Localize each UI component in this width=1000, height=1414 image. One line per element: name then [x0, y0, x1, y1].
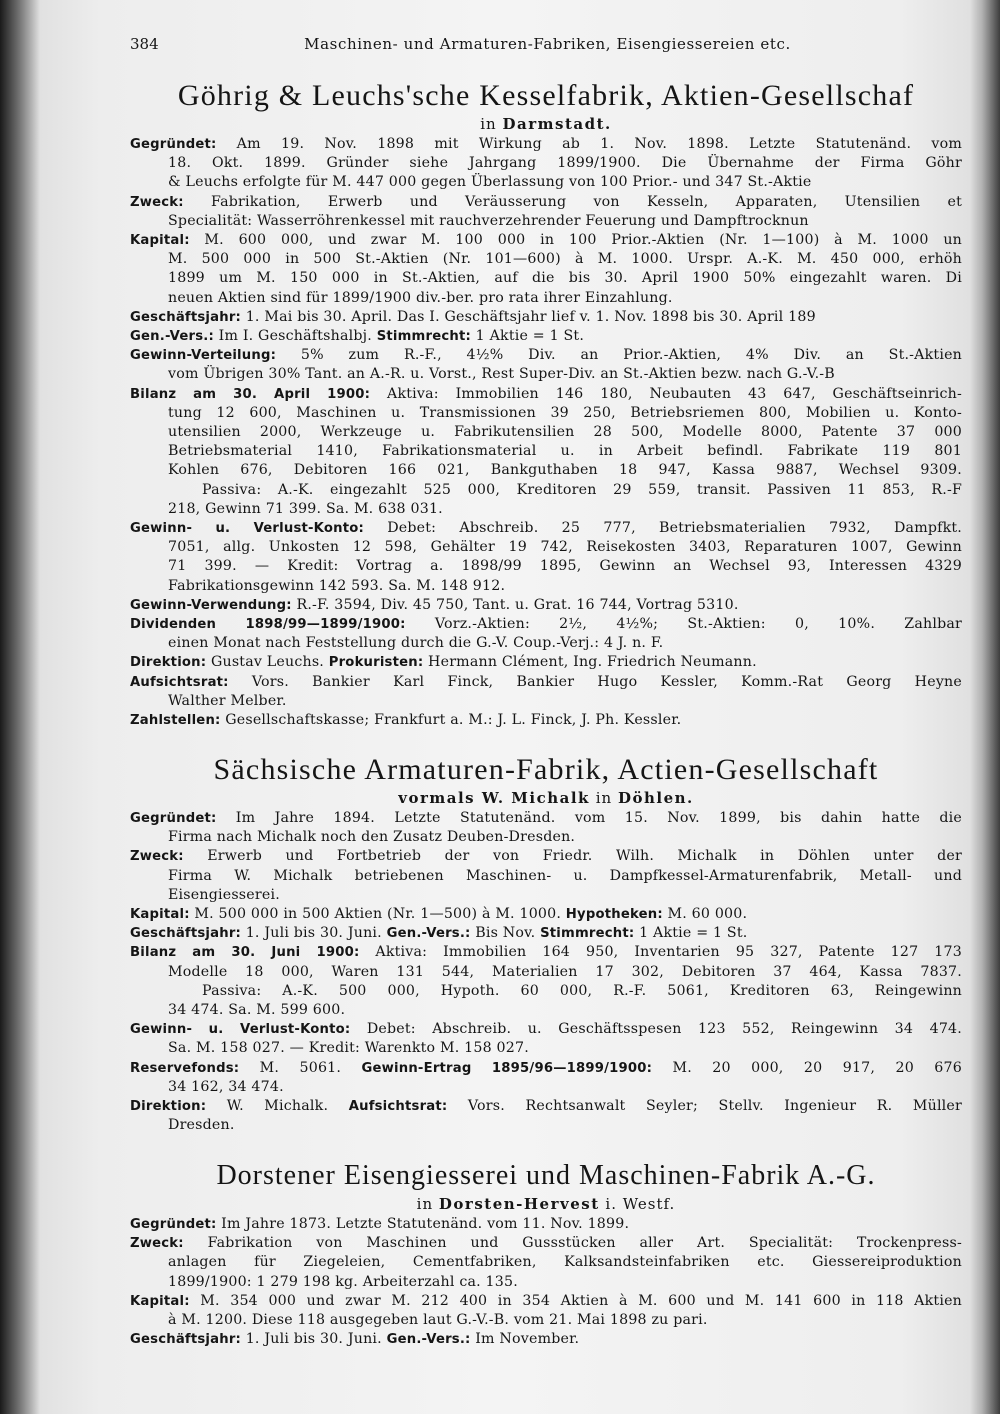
entry-line: [130, 963, 962, 982]
field-label: Dividenden 1898/99—1899/1900:: [130, 617, 406, 633]
entry-line: [130, 653, 962, 672]
field-text: Im Jahre 1873. Letzte Statutenänd. vom 11. Nov. 1899.: [216, 1216, 630, 1232]
entry-line: [130, 173, 962, 192]
entry-line: [130, 269, 962, 288]
entry-line: [130, 847, 962, 866]
field-label: Gewinn-Verwendung:: [130, 597, 292, 613]
field-label: Gewinn- u. Verlust-Konto:: [130, 521, 364, 537]
company-title: Sächsische Armaturen-Fabrik, Actien-Gesellschaft: [213, 753, 879, 786]
entry-line: [130, 481, 962, 500]
entry-line: [130, 828, 962, 847]
entry-line: [130, 596, 962, 615]
entry-line: [130, 1059, 962, 1078]
field-text: 5% zum R.-F., 4½% Div. an Prior.-Aktien, 4% Div. an St.-Aktien: [276, 347, 962, 364]
location-prefix: in: [595, 789, 613, 807]
entry-line: [130, 500, 962, 519]
entry-line: [130, 1097, 962, 1116]
field-label: Geschäftsjahr:: [130, 926, 241, 942]
entry-line: [130, 1234, 962, 1253]
field-text: Specialität: Wasserröhrenkessel mit rauchverzehrender Feuerung und Dampftrocknun: [168, 212, 809, 229]
field-text: Vors. Bankier Karl Finck, Bankier Hugo Kessler, Komm.-Rat Georg Heyne: [228, 673, 962, 690]
field-label: Hypotheken:: [565, 907, 663, 923]
field-label: Gegründet:: [130, 1217, 217, 1232]
field-label: Gegründet:: [130, 137, 217, 152]
field-label: Zweck:: [130, 849, 184, 865]
field-label: Direktion:: [130, 1099, 207, 1115]
entry-line: [130, 308, 962, 327]
field-text: M. 500 000 in 500 Aktien (Nr. 1—500) à M. 1000.: [189, 906, 566, 923]
field-label: Gewinn-Ertrag 1895/96—1899/1900:: [361, 1060, 653, 1076]
field-label: Bilanz am 30. April 1900:: [130, 386, 371, 402]
company-entry-dorstener: [130, 1158, 962, 1349]
field-text: Im November.: [470, 1331, 580, 1348]
entry-line: [130, 289, 962, 308]
entry-body: [130, 809, 962, 1135]
running-title: Maschinen- und Armaturen-Fabriken, Eisengiessereien etc.: [304, 35, 791, 53]
field-label: Direktion:: [130, 655, 207, 671]
field-text: Dresden.: [168, 1117, 235, 1134]
field-text: Betriebsmaterial 1410, Fabrikationsmaterial u. in Arbeit befindl. Fabrikate 119 801: [168, 443, 962, 460]
field-text: 18. Okt. 1899. Gründer siehe Jahrgang 1899/1900. Die Übernahme der Firma Göhr: [168, 155, 962, 172]
field-text: 1899/1900: 1 279 198 kg. Arbeiterzahl ca. 135.: [168, 1273, 518, 1290]
entry-line: [130, 250, 962, 269]
field-text: Eisengiesserei.: [168, 886, 280, 903]
field-text: anlagen für Ziegeleien, Cementfabriken, Kalksandsteinfabriken etc. Giessereiproduktion: [168, 1254, 962, 1271]
field-text: Vorz.-Aktien: 2½, 4½%; St.-Aktien: 0, 10%. Zahlbar: [405, 616, 962, 633]
field-text: Passiva: A.-K. 500 000, Hypoth. 60 000, R.-F. 5061, Kreditoren 63, Reingewinn: [202, 982, 962, 999]
field-text: 34 474. Sa. M. 599 600.: [168, 1002, 346, 1019]
field-text: R.-F. 3594, Div. 45 750, Tant. u. Grat. 16 744, Vortrag 5310.: [291, 596, 739, 613]
entry-line: [130, 442, 962, 461]
entry-line: [130, 577, 962, 596]
entry-line: [130, 924, 962, 943]
field-text: Bis Nov.: [470, 925, 541, 942]
field-label: Geschäftsjahr:: [130, 1332, 241, 1348]
entry-line: [130, 615, 962, 634]
entry-line: [130, 634, 962, 653]
location-prefix: in: [480, 115, 497, 133]
entry-line: [130, 1001, 962, 1020]
entry-line: [130, 711, 962, 730]
field-text: Sa. M. 158 027. — Kredit: Warenkto M. 158 027.: [168, 1040, 529, 1057]
field-label: Stimmrecht:: [540, 926, 635, 942]
field-text: 7051, allg. Unkosten 12 598, Gehälter 19 742, Reisekosten 3403, Reparaturen 1007, Gewinn: [168, 539, 962, 556]
field-text: Am 19. Nov. 1898 mit Wirkung ab 1. Nov. 1898. Letzte Statutenänd. vom: [216, 136, 962, 152]
field-label: Gewinn-Verteilung:: [130, 348, 277, 364]
field-label: Gewinn- u. Verlust-Konto:: [130, 1022, 351, 1038]
page-number: 384: [130, 35, 159, 53]
field-label: Gegründet:: [130, 811, 217, 826]
field-text: M. 500 000 in 500 St.-Aktien (Nr. 101—600) à M. 1000. Urspr. A.-K. M. 450 000, erhöh: [168, 251, 962, 268]
entry-line: [130, 193, 962, 212]
entry-line: [130, 692, 962, 711]
former-name: vormals W. Michalk: [398, 789, 590, 807]
entry-line: [130, 809, 962, 828]
entry-line: [130, 385, 962, 404]
entry-line: [130, 538, 962, 557]
field-text: Walther Melber.: [168, 692, 287, 709]
field-text: 1. Juli bis 30. Juni.: [241, 1331, 387, 1348]
field-text: vom Übrigen 30% Tant. an A.-R. u. Vorst., Rest Super-Div. an St.-Aktien bezw. nach G.-V.-B: [168, 366, 835, 383]
entry-line: [130, 519, 962, 538]
location-city: Darmstadt.: [502, 115, 612, 133]
field-label: Kapital:: [130, 907, 190, 923]
entry-line: [130, 212, 962, 231]
field-label: Zweck:: [130, 1236, 184, 1252]
field-label: Stimmrecht:: [376, 329, 471, 345]
entry-line: [130, 1292, 962, 1311]
location-city: Döhlen.: [617, 789, 694, 807]
field-text: utensilien 2000, Werkzeuge u. Fabrikutensilien 28 500, Modelle 8000, Patente 37 000: [168, 424, 962, 441]
field-text: Aktiva: Immobilien 164 950, Inventarien 95 327, Patente 127 173: [359, 944, 962, 961]
entry-line: [130, 346, 962, 365]
entry-line: [130, 1215, 962, 1234]
field-text: neuen Aktien sind für 1899/1900 div.-ber. pro rata ihrer Einzahlung.: [168, 289, 673, 306]
binding-shadow-left: [0, 0, 40, 1414]
entry-line: [130, 1273, 962, 1292]
field-text: Kohlen 676, Debitoren 166 021, Bankguthaben 18 947, Kassa 9887, Wechsel 9309.: [168, 462, 962, 479]
entry-line: [130, 1116, 962, 1135]
entry-line: [130, 404, 962, 423]
field-text: Modelle 18 000, Waren 131 544, Materialien 17 302, Debitoren 37 464, Kassa 7837.: [168, 963, 962, 980]
entry-line: [130, 982, 962, 1001]
field-label: Aufsichtsrat:: [348, 1099, 448, 1115]
location-city: Dorsten-Hervest: [438, 1195, 600, 1213]
field-text: 1. Juli bis 30. Juni.: [241, 925, 387, 942]
field-label: Kapital:: [130, 233, 190, 249]
entry-line: [130, 231, 962, 250]
field-text: 1. Mai bis 30. April. Das I. Geschäftsjahr lief v. 1. Nov. 1898 bis 30. April 189: [241, 308, 816, 325]
entry-line: [130, 1253, 962, 1272]
field-text: 1 Aktie = 1 St.: [470, 328, 585, 345]
entry-line: [130, 135, 962, 154]
field-text: Fabrikationsgewinn 142 593. Sa. M. 148 912.: [168, 577, 506, 594]
field-text: 1 Aktie = 1 St.: [634, 925, 748, 942]
field-label: Gen.-Vers.:: [386, 926, 471, 942]
field-text: Fabrikation von Maschinen und Gussstücken aller Art. Specialität: Trockenpress-: [183, 1235, 962, 1252]
company-location: [130, 114, 962, 134]
field-label: Zweck:: [130, 194, 184, 210]
field-text: & Leuchs erfolgte für M. 447 000 gegen Überlassung von 100 Prior.- und 347 St.-Aktie: [168, 174, 812, 191]
field-label: Aufsichtsrat:: [130, 674, 229, 690]
field-text: Hermann Clément, Ing. Friedrich Neumann.: [423, 654, 757, 671]
entry-body: [130, 135, 962, 730]
field-text: M. 600 000, und zwar M. 100 000 in 100 Prior.-Aktien (Nr. 1—100) à M. 1000 un: [189, 232, 962, 249]
company-title: Göhrig & Leuchs'sche Kesselfabrik, Aktien-Gesellschaf: [177, 79, 915, 112]
field-text: 34 162, 34 474.: [168, 1078, 284, 1095]
field-text: Aktiva: Immobilien 146 180, Neubauten 43 647, Geschäftseinrich-: [370, 385, 962, 402]
field-label: Kapital:: [130, 1293, 190, 1309]
location-prefix: in: [416, 1195, 434, 1213]
field-label: Zahlstellen:: [130, 713, 221, 729]
company-entry-saechsische: [130, 752, 962, 1135]
field-label: Gen.-Vers.:: [386, 1332, 471, 1348]
field-text: Fabrikation, Erwerb und Veräusserung von Kesseln, Apparaten, Utensilien et: [183, 193, 962, 210]
entry-line: [130, 905, 962, 924]
field-text: Debet: Abschreib. 25 777, Betriebsmaterialien 7932, Dampfkt.: [363, 520, 962, 537]
field-text: 71 399. — Kredit: Vortrag a. 1898/99 1895, Gewinn an Wechsel 93, Interessen 4329: [168, 558, 962, 575]
field-text: Firma nach Michalk noch den Zusatz Deuben-Dresden.: [168, 829, 576, 846]
location-suffix: i. Westf.: [605, 1195, 676, 1213]
company-location: [130, 1194, 962, 1214]
page-edge-right: [970, 0, 1000, 1414]
entry-line: [130, 327, 962, 346]
entry-line: [130, 1311, 962, 1330]
field-label: Prokuristen:: [328, 655, 424, 671]
field-label: Bilanz am 30. Juni 1900:: [130, 945, 360, 961]
field-text: Im I. Geschäftshalbj.: [213, 328, 377, 345]
field-text: à M. 1200. Diese 118 ausgegeben laut G.-V.-B. vom 21. Mai 1898 zu pari.: [168, 1312, 708, 1329]
field-text: tung 12 600, Maschinen u. Transmissionen 39 250, Betriebsriemen 800, Mobilien u. Konto-: [168, 404, 962, 421]
field-text: Im Jahre 1894. Letzte Statutenänd. vom 15. Nov. 1899, bis dahin hatte die: [216, 810, 962, 826]
company-title: Dorstener Eisengiesserei und Maschinen-Fabrik A.-G.: [216, 1160, 876, 1191]
field-text: 1899 um M. 150 000 in St.-Aktien, auf die bis 30. April 1900 50% eingezahlt waren. Di: [168, 270, 962, 287]
field-text: M. 20 000, 20 917, 20 676: [652, 1059, 962, 1076]
entry-line: [130, 154, 962, 173]
field-text: M. 354 000 und zwar M. 212 400 in 354 Aktien à M. 600 und M. 141 600 in 118 Aktien: [189, 1292, 962, 1309]
field-text: Gesellschaftskasse; Frankfurt a. M.: J. L. Finck, J. Ph. Kessler.: [220, 712, 682, 729]
entry-line: [130, 365, 962, 384]
field-text: M. 5061.: [239, 1059, 362, 1076]
field-label: Geschäftsjahr:: [130, 309, 241, 325]
field-text: Erwerb und Fortbetrieb der von Friedr. Wilh. Michalk in Döhlen unter der: [183, 848, 962, 865]
field-label: Gen.-Vers.:: [130, 329, 214, 345]
entry-line: [130, 1330, 962, 1349]
company-location: [130, 788, 962, 808]
field-text: Passiva: A.-K. eingezahlt 525 000, Kreditoren 29 559, transit. Passiven 11 853, R.-F: [202, 481, 962, 498]
entry-line: [130, 1039, 962, 1058]
field-text: einen Monat nach Feststellung durch die G.-V. Coup.-Verj.: 4 J. n. F.: [168, 635, 664, 652]
entry-line: [130, 1078, 962, 1097]
field-text: Vors. Rechtsanwalt Seyler; Stellv. Ingenieur R. Müller: [447, 1098, 962, 1115]
field-text: M. 60 000.: [662, 906, 748, 923]
field-text: Firma W. Michalk betriebenen Maschinen- u. Dampfkessel-Armaturenfabrik, Metall- und: [168, 867, 962, 884]
entry-line: [130, 423, 962, 442]
field-text: 218, Gewinn 71 399. Sa. M. 638 031.: [168, 500, 443, 517]
entry-line: [130, 886, 962, 905]
field-text: Gustav Leuchs.: [206, 654, 329, 671]
entry-line: [130, 557, 962, 576]
field-text: Debet: Abschreib. u. Geschäftsspesen 123 552, Reingewinn 34 474.: [350, 1021, 962, 1038]
entry-line: [130, 1020, 962, 1039]
entry-line: [130, 461, 962, 480]
running-head: [130, 33, 965, 55]
entry-line: [130, 867, 962, 886]
field-text: W. Michalk.: [206, 1098, 349, 1115]
entry-line: [130, 943, 962, 962]
entry-body: [130, 1215, 962, 1349]
entry-line: [130, 673, 962, 692]
field-label: Reservefonds:: [130, 1060, 240, 1076]
company-entry-goehrig: [130, 78, 962, 730]
